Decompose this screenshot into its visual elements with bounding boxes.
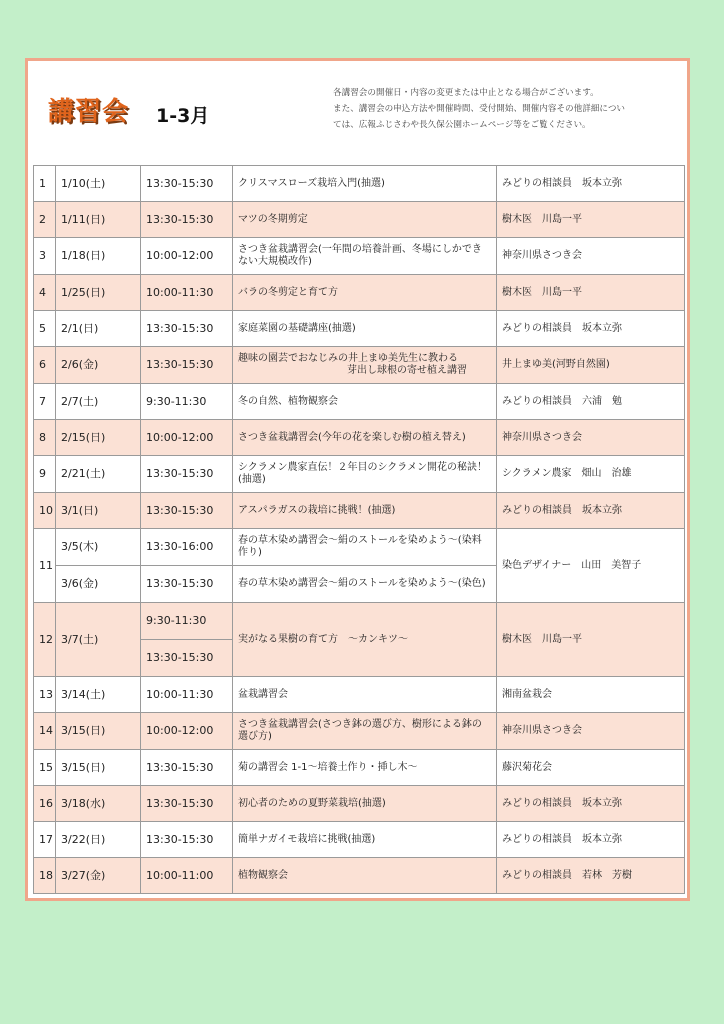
schedule-table	[33, 165, 685, 894]
row-date: 2/21(土)	[56, 456, 141, 493]
row-number: 2	[34, 202, 56, 238]
table-row	[34, 493, 685, 529]
row-instructor: みどりの相談員 坂本立弥	[497, 166, 685, 202]
row-time: 13:30-15:30	[141, 202, 233, 238]
row-time: 9:30-11:30	[141, 603, 233, 640]
row-instructor: 樹木医 川島一平	[497, 275, 685, 311]
row-title	[233, 347, 497, 384]
table-row	[34, 311, 685, 347]
row-number: 5	[34, 311, 56, 347]
table-row	[34, 275, 685, 311]
row-date: 2/6(金)	[56, 347, 141, 384]
row-date: 3/5(木)	[56, 529, 141, 566]
row-title: さつき盆栽講習会(今年の花を楽しむ樹の植え替え)	[233, 420, 497, 456]
row-date: 1/10(土)	[56, 166, 141, 202]
row-instructor: 樹木医 川島一平	[497, 603, 685, 677]
row-instructor: みどりの相談員 坂本立弥	[497, 311, 685, 347]
row-time: 13:30-16:00	[141, 529, 233, 566]
notice-line: また、講習会の申込方法や開催時間、受付開始、開催内容その他詳細につい	[333, 104, 626, 114]
row-instructor: 湘南盆栽会	[497, 677, 685, 713]
row-instructor: 井上まゆ美(河野自然園)	[497, 347, 685, 384]
row-title: さつき盆栽講習会(さつき鉢の選び方、樹形による鉢の選び方)	[233, 713, 497, 750]
row-date: 2/7(土)	[56, 384, 141, 420]
row-date: 3/14(土)	[56, 677, 141, 713]
table-row	[34, 858, 685, 894]
row-number: 16	[34, 786, 56, 822]
row-time: 10:00-11:30	[141, 275, 233, 311]
row-instructor: みどりの相談員 坂本立弥	[497, 493, 685, 529]
row-title: 簡単ナガイモ栽培に挑戦(抽選)	[233, 822, 497, 858]
row-title: 冬の自然、植物観察会	[233, 384, 497, 420]
row-instructor: シクラメン農家 畑山 治雄	[497, 456, 685, 493]
row-date: 3/6(金)	[56, 566, 141, 603]
schedule-sheet	[25, 58, 690, 901]
table-row	[34, 238, 685, 275]
row-instructor: みどりの相談員 坂本立弥	[497, 822, 685, 858]
table-row	[34, 420, 685, 456]
row-date: 3/15(日)	[56, 713, 141, 750]
row-number: 7	[34, 384, 56, 420]
row-title: 盆栽講習会	[233, 677, 497, 713]
row-number: 6	[34, 347, 56, 384]
row-number: 3	[34, 238, 56, 275]
table-row	[34, 384, 685, 420]
row-time: 13:30-15:30	[141, 456, 233, 493]
row-date: 1/25(日)	[56, 275, 141, 311]
row-date: 3/7(土)	[56, 603, 141, 677]
row-title: 初心者のための夏野菜栽培(抽選)	[233, 786, 497, 822]
row-number: 18	[34, 858, 56, 894]
table-row	[34, 529, 685, 566]
row-date: 2/15(日)	[56, 420, 141, 456]
row-number: 9	[34, 456, 56, 493]
row-title-line: 芽出し球根の寄せ植え講習	[347, 365, 467, 376]
row-title: シクラメン農家直伝！２年目のシクラメン開花の秘訣！(抽選)	[233, 456, 497, 493]
row-date: 1/18(日)	[56, 238, 141, 275]
row-title: バラの冬剪定と育て方	[233, 275, 497, 311]
row-instructor: 神奈川県さつき会	[497, 238, 685, 275]
row-instructor: 樹木医 川島一平	[497, 202, 685, 238]
row-time: 13:30-15:30	[141, 822, 233, 858]
row-date: 1/11(日)	[56, 202, 141, 238]
row-number: 4	[34, 275, 56, 311]
notice-line: ては、広報ふじさわや長久保公園ホームページ等をご覧ください。	[333, 120, 591, 130]
row-date: 3/15(日)	[56, 750, 141, 786]
row-number: 10	[34, 493, 56, 529]
row-number: 13	[34, 677, 56, 713]
table-row	[34, 750, 685, 786]
row-time: 10:00-12:00	[141, 713, 233, 750]
row-title: さつき盆栽講習会(一年間の培養計画、冬場にしかできない大規模改作)	[233, 238, 497, 275]
row-time: 10:00-11:30	[141, 677, 233, 713]
table-row	[34, 677, 685, 713]
page-title: 講習会	[48, 97, 130, 127]
row-time: 13:30-15:30	[141, 166, 233, 202]
row-time: 13:30-15:30	[141, 347, 233, 384]
row-time: 10:00-12:00	[141, 238, 233, 275]
table-row	[34, 347, 685, 384]
table-row	[34, 786, 685, 822]
row-date: 2/1(日)	[56, 311, 141, 347]
table-row	[34, 713, 685, 750]
table-row	[34, 166, 685, 202]
table-row	[34, 202, 685, 238]
table-row	[34, 456, 685, 493]
table-row	[34, 822, 685, 858]
period-label: 1-3月	[156, 105, 210, 127]
notice-text	[333, 85, 658, 133]
notice-line: 各講習会の開催日・内容の変更または中止となる場合がございます。	[333, 88, 599, 98]
row-title: 菊の講習会 1-1～培養土作り・挿し木～	[233, 750, 497, 786]
row-date: 3/22(日)	[56, 822, 141, 858]
row-title: 春の草木染め講習会～絹のストールを染めよう～(染料作り)	[233, 529, 497, 566]
row-time: 13:30-15:30	[141, 750, 233, 786]
row-instructor: みどりの相談員 六浦 勉	[497, 384, 685, 420]
row-number: 11	[34, 529, 56, 603]
row-time: 10:00-11:00	[141, 858, 233, 894]
row-title: 実がなる果樹の育て方 ～カンキツ～	[233, 603, 497, 677]
row-title: 家庭菜園の基礎講座(抽選)	[233, 311, 497, 347]
row-date: 3/1(日)	[56, 493, 141, 529]
row-title-line: 趣味の園芸でおなじみの井上まゆ美先生に教わる	[238, 353, 458, 364]
row-date: 3/18(水)	[56, 786, 141, 822]
row-instructor: 神奈川県さつき会	[497, 420, 685, 456]
row-instructor: 染色デザイナー 山田 美智子	[497, 529, 685, 603]
row-instructor: 神奈川県さつき会	[497, 713, 685, 750]
row-number: 14	[34, 713, 56, 750]
row-number: 15	[34, 750, 56, 786]
row-instructor: みどりの相談員 坂本立弥	[497, 786, 685, 822]
row-instructor: 藤沢菊花会	[497, 750, 685, 786]
row-number: 8	[34, 420, 56, 456]
row-title: クリスマスローズ栽培入門(抽選)	[233, 166, 497, 202]
table-row	[34, 603, 685, 640]
row-time: 13:30-15:30	[141, 640, 233, 677]
row-title: マツの冬期剪定	[233, 202, 497, 238]
row-time: 13:30-15:30	[141, 786, 233, 822]
row-time: 10:00-12:00	[141, 420, 233, 456]
row-time: 13:30-15:30	[141, 493, 233, 529]
row-time: 13:30-15:30	[141, 566, 233, 603]
row-title: 春の草木染め講習会～絹のストールを染めよう～(染色)	[233, 566, 497, 603]
row-date: 3/27(金)	[56, 858, 141, 894]
row-title: 植物観察会	[233, 858, 497, 894]
row-number: 17	[34, 822, 56, 858]
row-title: アスパラガスの栽培に挑戦！(抽選)	[233, 493, 497, 529]
row-time: 9:30-11:30	[141, 384, 233, 420]
row-number: 1	[34, 166, 56, 202]
row-time: 13:30-15:30	[141, 311, 233, 347]
row-instructor: みどりの相談員 若林 芳樹	[497, 858, 685, 894]
row-number: 12	[34, 603, 56, 677]
